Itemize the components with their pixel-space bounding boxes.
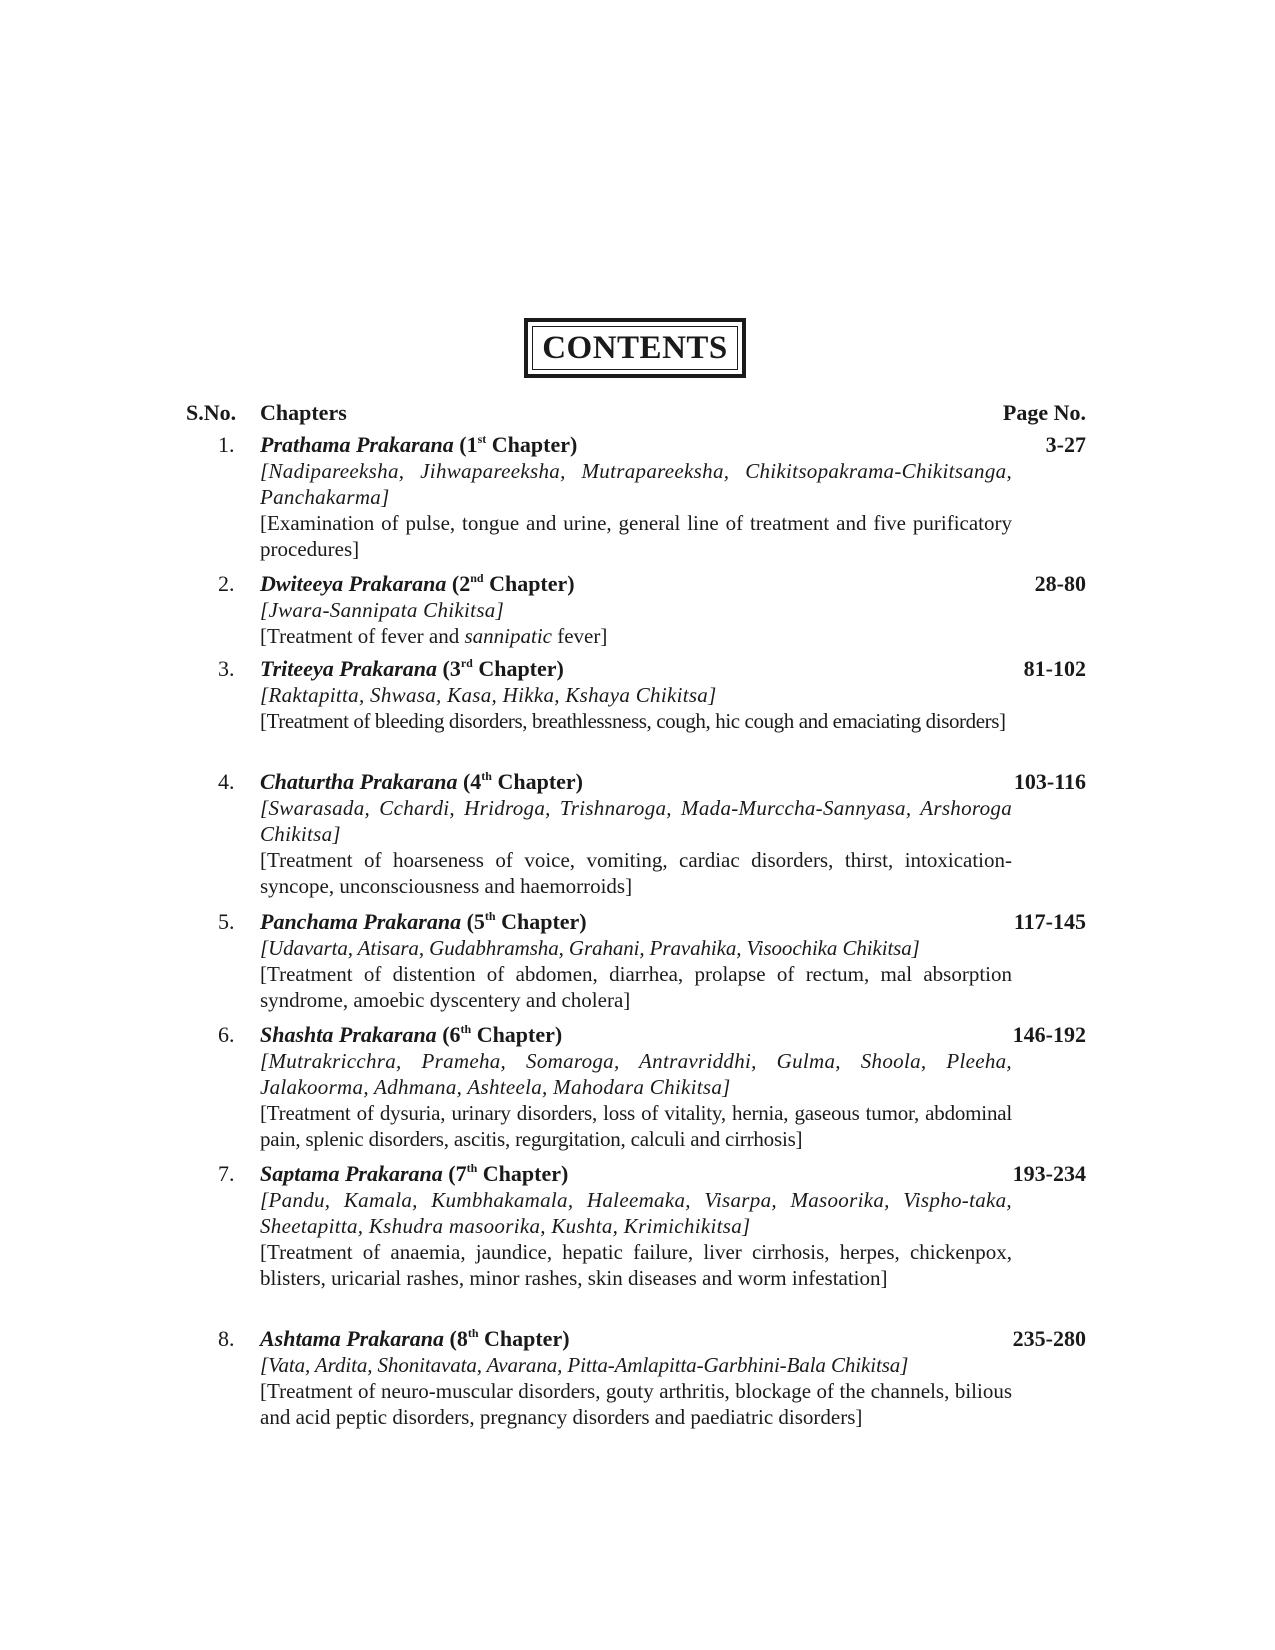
entry-pages: 117-145 <box>1013 909 1086 934</box>
entry-english: [Examination of pulse, tongue and urine, general line of treatment and five purificatory procedures] <box>260 511 1012 561</box>
entry-pages: 235-280 <box>1012 1326 1086 1351</box>
entry-sanskrit: [Jwara-Sannipata Chikitsa] <box>260 598 505 622</box>
entry-description <box>260 1187 1012 1291</box>
header-page-no: Page No. <box>1002 400 1086 425</box>
entry-english: [Treatment of neuro-muscular disorders, gouty arthritis, blockage of the channels, bilious and acid peptic disorders, pregnancy disorders and paediatric disorders] <box>260 1379 1012 1429</box>
entry-title: Ashtama Prakarana (8th Chapter) <box>260 1326 570 1351</box>
entry-pages: 146-192 <box>1012 1022 1086 1047</box>
entry-english: [Treatment of dysuria, urinary disorders, loss of vitality, hernia, gaseous tumor, abdominal pain, splenic disorders, ascitis, regurgitation, calculi and cirrhosis] <box>260 1101 1012 1151</box>
entry-number: 5. <box>218 909 235 934</box>
page-title: CONTENTS <box>532 326 738 370</box>
entry-number: 4. <box>218 769 235 794</box>
entry-pages: 81-102 <box>1023 656 1086 681</box>
entry-title: Saptama Prakarana (7th Chapter) <box>260 1161 569 1186</box>
header-sno: S.No. <box>186 400 237 425</box>
entry-sanskrit: [Nadipareeksha, Jihwapareeksha, Mutrapareeksha, Chikitsopakrama-Chikitsanga, Panchakarma] <box>260 459 1012 509</box>
entry-description <box>260 935 1012 1013</box>
entry-english: [Treatment of hoarseness of voice, vomiting, cardiac disorders, thirst, intoxication-syncope, unconsciousness and haemorroids] <box>260 848 1012 898</box>
entry-title: Prathama Prakarana (1st Chapter) <box>260 432 578 457</box>
contents-title-box <box>524 318 746 378</box>
entry-title: Chaturtha Prakarana (4th Chapter) <box>260 769 584 794</box>
entry-description <box>260 795 1012 899</box>
entry-pages: 3-27 <box>1045 432 1086 457</box>
entry-title: Panchama Prakarana (5th Chapter) <box>260 909 587 934</box>
entry-english: [Treatment of anaemia, jaundice, hepatic failure, liver cirrhosis, herpes, chickenpox, blisters, uricarial rashes, minor rashes, skin diseases and worm infestation] <box>260 1240 1012 1290</box>
entry-title: Dwiteeya Prakarana (2nd Chapter) <box>260 571 575 596</box>
entry-number: 6. <box>218 1022 235 1047</box>
entry-sanskrit: [Udavarta, Atisara, Gudabhramsha, Grahani, Pravahika, Visoochika Chikitsa] <box>260 936 920 960</box>
entry-description <box>260 1352 1012 1430</box>
entry-description <box>260 1048 1012 1152</box>
entry-english: [Treatment of bleeding disorders, breathlessness, cough, hic cough and emaciating disorders] <box>260 709 1006 733</box>
entry-english: [Treatment of distention of abdomen, diarrhea, prolapse of rectum, mal absorption syndrome, amoebic dyscentery and cholera] <box>260 962 1012 1012</box>
entry-title: Triteeya Prakarana (3rd Chapter) <box>260 656 564 681</box>
entry-sanskrit: [Pandu, Kamala, Kumbhakamala, Haleemaka, Visarpa, Masoorika, Vispho-taka, Sheetapitta, Kshudra masoorika, Kushta, Krimichikitsa] <box>260 1188 1012 1238</box>
entry-english: [Treatment of fever and sannipatic fever] <box>260 624 608 648</box>
entry-sanskrit: [Swarasada, Cchardi, Hridroga, Trishnaroga, Mada-Murccha-Sannyasa, Arshoroga Chikitsa] <box>260 796 1012 846</box>
entry-number: 3. <box>218 656 235 681</box>
entry-number: 1. <box>218 432 235 457</box>
contents-header <box>186 400 1086 430</box>
entry-description <box>260 597 1012 649</box>
entry-sanskrit: [Raktapitta, Shwasa, Kasa, Hikka, Kshaya Chikitsa] <box>260 683 717 707</box>
entry-description <box>260 682 1012 734</box>
entry-number: 7. <box>218 1161 235 1186</box>
entry-number: 2. <box>218 571 235 596</box>
entry-sanskrit: [Vata, Ardita, Shonitavata, Avarana, Pitta-Amlapitta-Garbhini-Bala Chikitsa] <box>260 1353 909 1377</box>
entry-number: 8. <box>218 1326 235 1351</box>
entry-title: Shashta Prakarana (6th Chapter) <box>260 1022 563 1047</box>
entry-pages: 28-80 <box>1034 571 1086 596</box>
entry-pages: 193-234 <box>1012 1161 1086 1186</box>
header-chapters: Chapters <box>260 400 347 425</box>
entry-sanskrit: [Mutrakricchra, Prameha, Somaroga, Antravriddhi, Gulma, Shoola, Pleeha, Jalakoorma, Adhmana, Ashteela, Mahodara Chikitsa] <box>260 1049 1012 1099</box>
entry-pages: 103-116 <box>1013 769 1086 794</box>
entry-description <box>260 458 1012 562</box>
